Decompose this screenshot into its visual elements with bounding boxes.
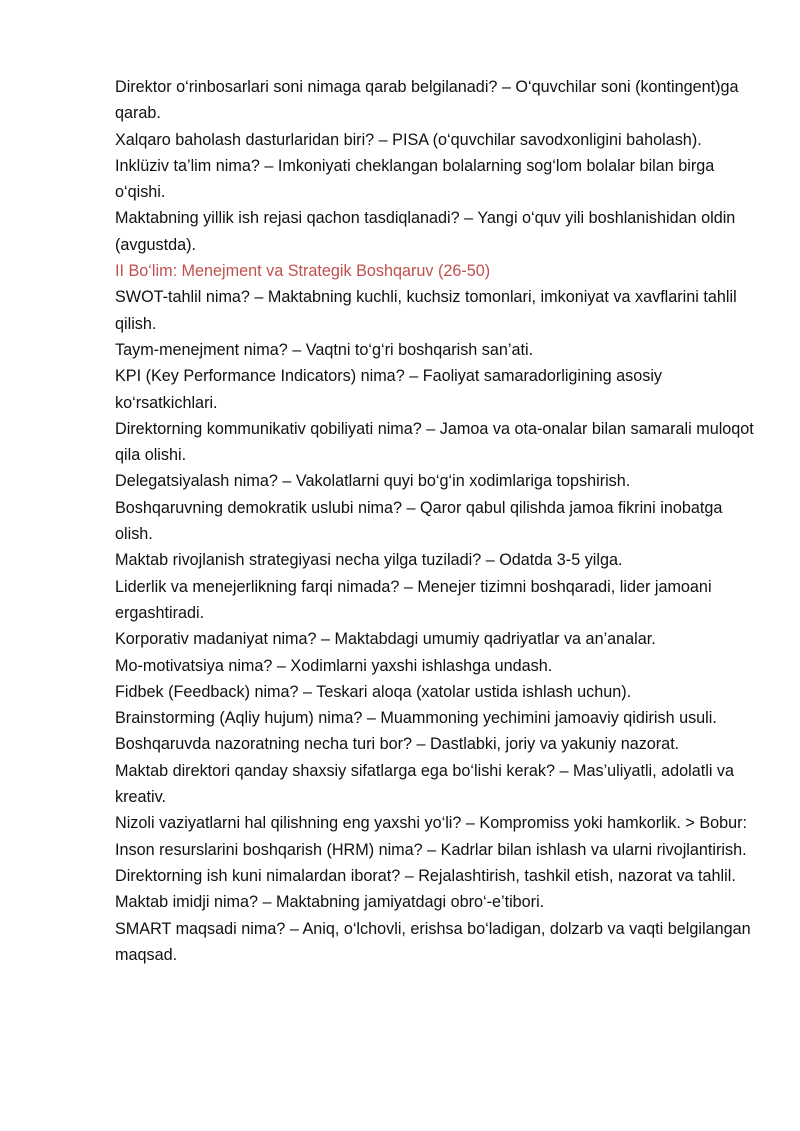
qa-line-22: SMART maqsadi nima? – Aniq, o‘lchovli, erishsa bo‘ladigan, dolzarb va vaqti belgilangan maqsad. (115, 919, 751, 964)
qa-line-9: Delegatsiyalash nima? – Vakolatlarni quyi bo‘g‘in xodimlariga topshirish. (115, 472, 631, 491)
qa-line-1: Direktor o‘rinbosarlari soni nimaga qarab belgilanadi? – O‘quvchilar soni (kontingent)ga qarab. (115, 78, 739, 123)
qa-line-15: Fidbek (Feedback) nima? – Teskari aloqa (xatolar ustida ishlash uchun). (115, 682, 632, 701)
qa-line-16: Brainstorming (Aqliy hujum) nima? – Muammoning yechimini jamoaviy qidirish usuli. (115, 709, 717, 728)
qa-line-11: Maktab rivojlanish strategiyasi necha yilga tuziladi? – Odatda 3-5 yilga. (115, 551, 623, 570)
document-page (115, 74, 755, 968)
qa-line-10: Boshqaruvning demokratik uslubi nima? – Qaror qabul qilishda jamoa fikrini inobatga olish. (115, 498, 723, 544)
qa-line-21: Maktab imidji nima? – Maktabning jamiyatdagi obro‘-e’tibori. (115, 893, 545, 912)
qa-line-14: Mo-motivatsiya nima? – Xodimlarni yaxshi ishlashga undash. (115, 656, 553, 675)
qa-line-13: Korporativ madaniyat nima? – Maktabdagi umumiy qadriyatlar va an’analar. (115, 630, 656, 649)
section-heading: II Bo‘lim: Menejment va Strategik Boshqaruv (26-50) (115, 262, 491, 281)
qa-line-12: Liderlik va menejerlikning farqi nimada? – Menejer tizimni boshqaradi, lider jamoani ergashtiradi. (115, 577, 712, 622)
qa-line-19: Nizoli vaziyatlarni hal qilishning eng yaxshi yo‘li? – Kompromiss yoki hamkorlik. > Bobur: Inson resurslarini boshqarish (HRM) nima? – Kadrlar bilan ishlash va ularni rivojlantirish. (115, 814, 748, 859)
qa-line-7: KPI (Key Performance Indicators) nima? – Faoliyat samaradorligining asosiy ko‘rsatkichlari. (115, 367, 663, 412)
qa-line-4: Maktabning yillik ish rejasi qachon tasdiqlanadi? – Yangi o‘quv yili boshlanishidan oldin (avgustda). (115, 209, 736, 254)
qa-line-3: Inklüziv ta’lim nima? – Imkoniyati cheklangan bolalarning sog‘lom bolalar bilan birga o‘qishi. (115, 156, 715, 202)
qa-line-8: Direktorning kommunikativ qobiliyati nima? – Jamoa va ota-onalar bilan samarali muloqot qila olishi. (115, 419, 754, 465)
qa-line-20: Direktorning ish kuni nimalardan iborat? – Rejalashtirish, tashkil etish, nazorat va tahlil. (115, 866, 736, 885)
qa-line-17: Boshqaruvda nazoratning necha turi bor? – Dastlabki, joriy va yakuniy nazorat. (115, 735, 680, 754)
qa-line-2: Xalqaro baholash dasturlaridan biri? – PISA (o‘quvchilar savodxonligini baholash). (115, 130, 702, 149)
qa-line-6: Taym-menejment nima? – Vaqtni to‘g‘ri boshqarish san’ati. (115, 340, 534, 359)
qa-line-5: SWOT-tahlil nima? – Maktabning kuchli, kuchsiz tomonlari, imkoniyat va xavflarini tahlil qilish. (115, 288, 737, 333)
qa-line-18: Maktab direktori qanday shaxsiy sifatlarga ega bo‘lishi kerak? – Mas’uliyatli, adolatli va kreativ. (115, 761, 735, 807)
